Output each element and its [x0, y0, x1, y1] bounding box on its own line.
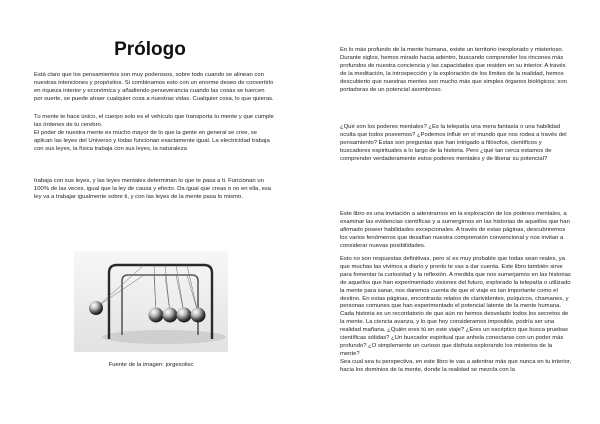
image-caption: Fuente de la imagen: jorgesolisc [108, 362, 194, 368]
newtons-cradle-illustration [74, 251, 228, 352]
paragraph-stories: Cada historia es un recordatorio de que aún no hemos desvelado todos los secretos de la mente. La ciencia avanza, y lo que hoy consideramos imposible, podría ser una realidad mañana. ¿Quién eres tú en este viaje? ¿Eres un escéptico que busca pruebas científicas sólidas? ¿Un buscador espiritual que anhela conectarse con un poder más profundo? ¿O simplemente un curioso que disfruta explorando los misterios de la mente? [340, 311, 569, 357]
right-paragraph-2 [340, 124, 572, 164]
newtons-cradle-image [74, 251, 228, 352]
right-paragraph-1 [340, 47, 572, 94]
paragraph-mind-unique: Tu mente te hace único, el cuerpo solo es el vehículo que transporta tu mente y que cumple las órdenes de tu cerebro. [34, 114, 274, 128]
paragraph-mind-power: El poder de nuestra mente es mucho mayor de lo que la gente en general se cree, se aplican las leyes del Universo y todas funcionan exactamente igual. La electricidad trabaja con sus leyes, la física trabaja con sus leyes, la naturaleza [34, 129, 270, 152]
paragraph-mental-laws: trabaja con sus leyes, y las leyes mentales determinan lo que te pasa a ti. Funcionan un 100% de las veces, igual que la ley de causa y efecto. Da igual que creas o no en ella, esa ley va a trabajar igualmente sobre ti, y con las leyes de la mente pasa lo mismo. [34, 178, 272, 200]
paragraph-unexplored-territory: En lo más profundo de la mente humana, existe un territorio inexplorado y misterioso. Durante siglos, hemos mirado hacia adentro, buscando comprender los rincones más profundos de nuestra conciencia y las capacidades que residen en su interior. A través de la meditación, la introspección y la exploración de los límites de la realidad, hemos descubierto que nuestras mentes son mucho más que simples órganos biológicos; son portadoras de un potencial asombroso. [340, 47, 567, 93]
right-paragraph-3 [340, 211, 572, 251]
right-paragraphs-4-6 [340, 256, 572, 375]
paragraph-answers: Esto no son respuestas definitivas, pero sí es muy probable que todas sean reales, ya que muchas las vivimos a diario y pronto te vas a dar cuenta. Este libro también sirve para fomentar la curiosidad y la reflexión. A medida que nos sumerjamos en las historias de aquellos que han experimentado visiones del futuro, explorado la telepatía o utilizado la mente para sanar, nos daremos cuenta de que el viaje es tan importante como el destino. En estas páginas, encontrarás relatos de clarividentes, psíquicos, chamanes, y personas comunes que han experimentado el potencial latente de la mente humana. [340, 256, 571, 310]
intro-paragraph [34, 72, 274, 104]
laws-paragraph [34, 178, 274, 202]
paragraph-questions: ¿Qué son los poderes mentales? ¿Es la telepatía una mera fantasía o una habilidad oculta que todos poseemos? ¿Podemos influir en el mundo que nos rodea a través del pensamiento? Estas son preguntas que han intrigado a filósofos, científicos y buscadores espirituales a lo largo de la historia. Pero ¿qué tan cerca estamos de comprender verdaderamente estos poderes mentales y de liberar su potencial? [340, 124, 567, 162]
page-title: Prólogo [114, 39, 186, 60]
paragraph-invitation: Este libro es una invitación a adentrarnos en la exploración de los poderes mentales, a examinar las evidencias científicas y a sumergirnos en las historias de aquellos que han afirmado poseer habilidades excepcionales. A través de estas páginas, descubriremos los varios fenómenos que desafían nuestra comprensión convencional y nos invitan a considerar nuevas posibilidades. [340, 211, 570, 249]
mind-paragraphs [34, 114, 274, 154]
paragraph-perspective: Sea cual sea tu perspectiva, en este libro te vas a adentrar más que nunca en tu interior, hacia los dominios de la mente, donde la realidad se mezcla con la [340, 358, 572, 373]
paragraph-thoughts: Está claro que los pensamientos son muy poderosos, sobre todo cuando se alinean con nuestras intenciones y propósitos. Si combinamos esto con un enorme deseo de convertirlo en riqueza interior y económica y añadiendo perseverancia cuando las cosas se tuercen por suerte, se puede atraer cualquier cosa a nuestras vidas. Cualquier cosa, lo que quieras. [34, 72, 274, 102]
